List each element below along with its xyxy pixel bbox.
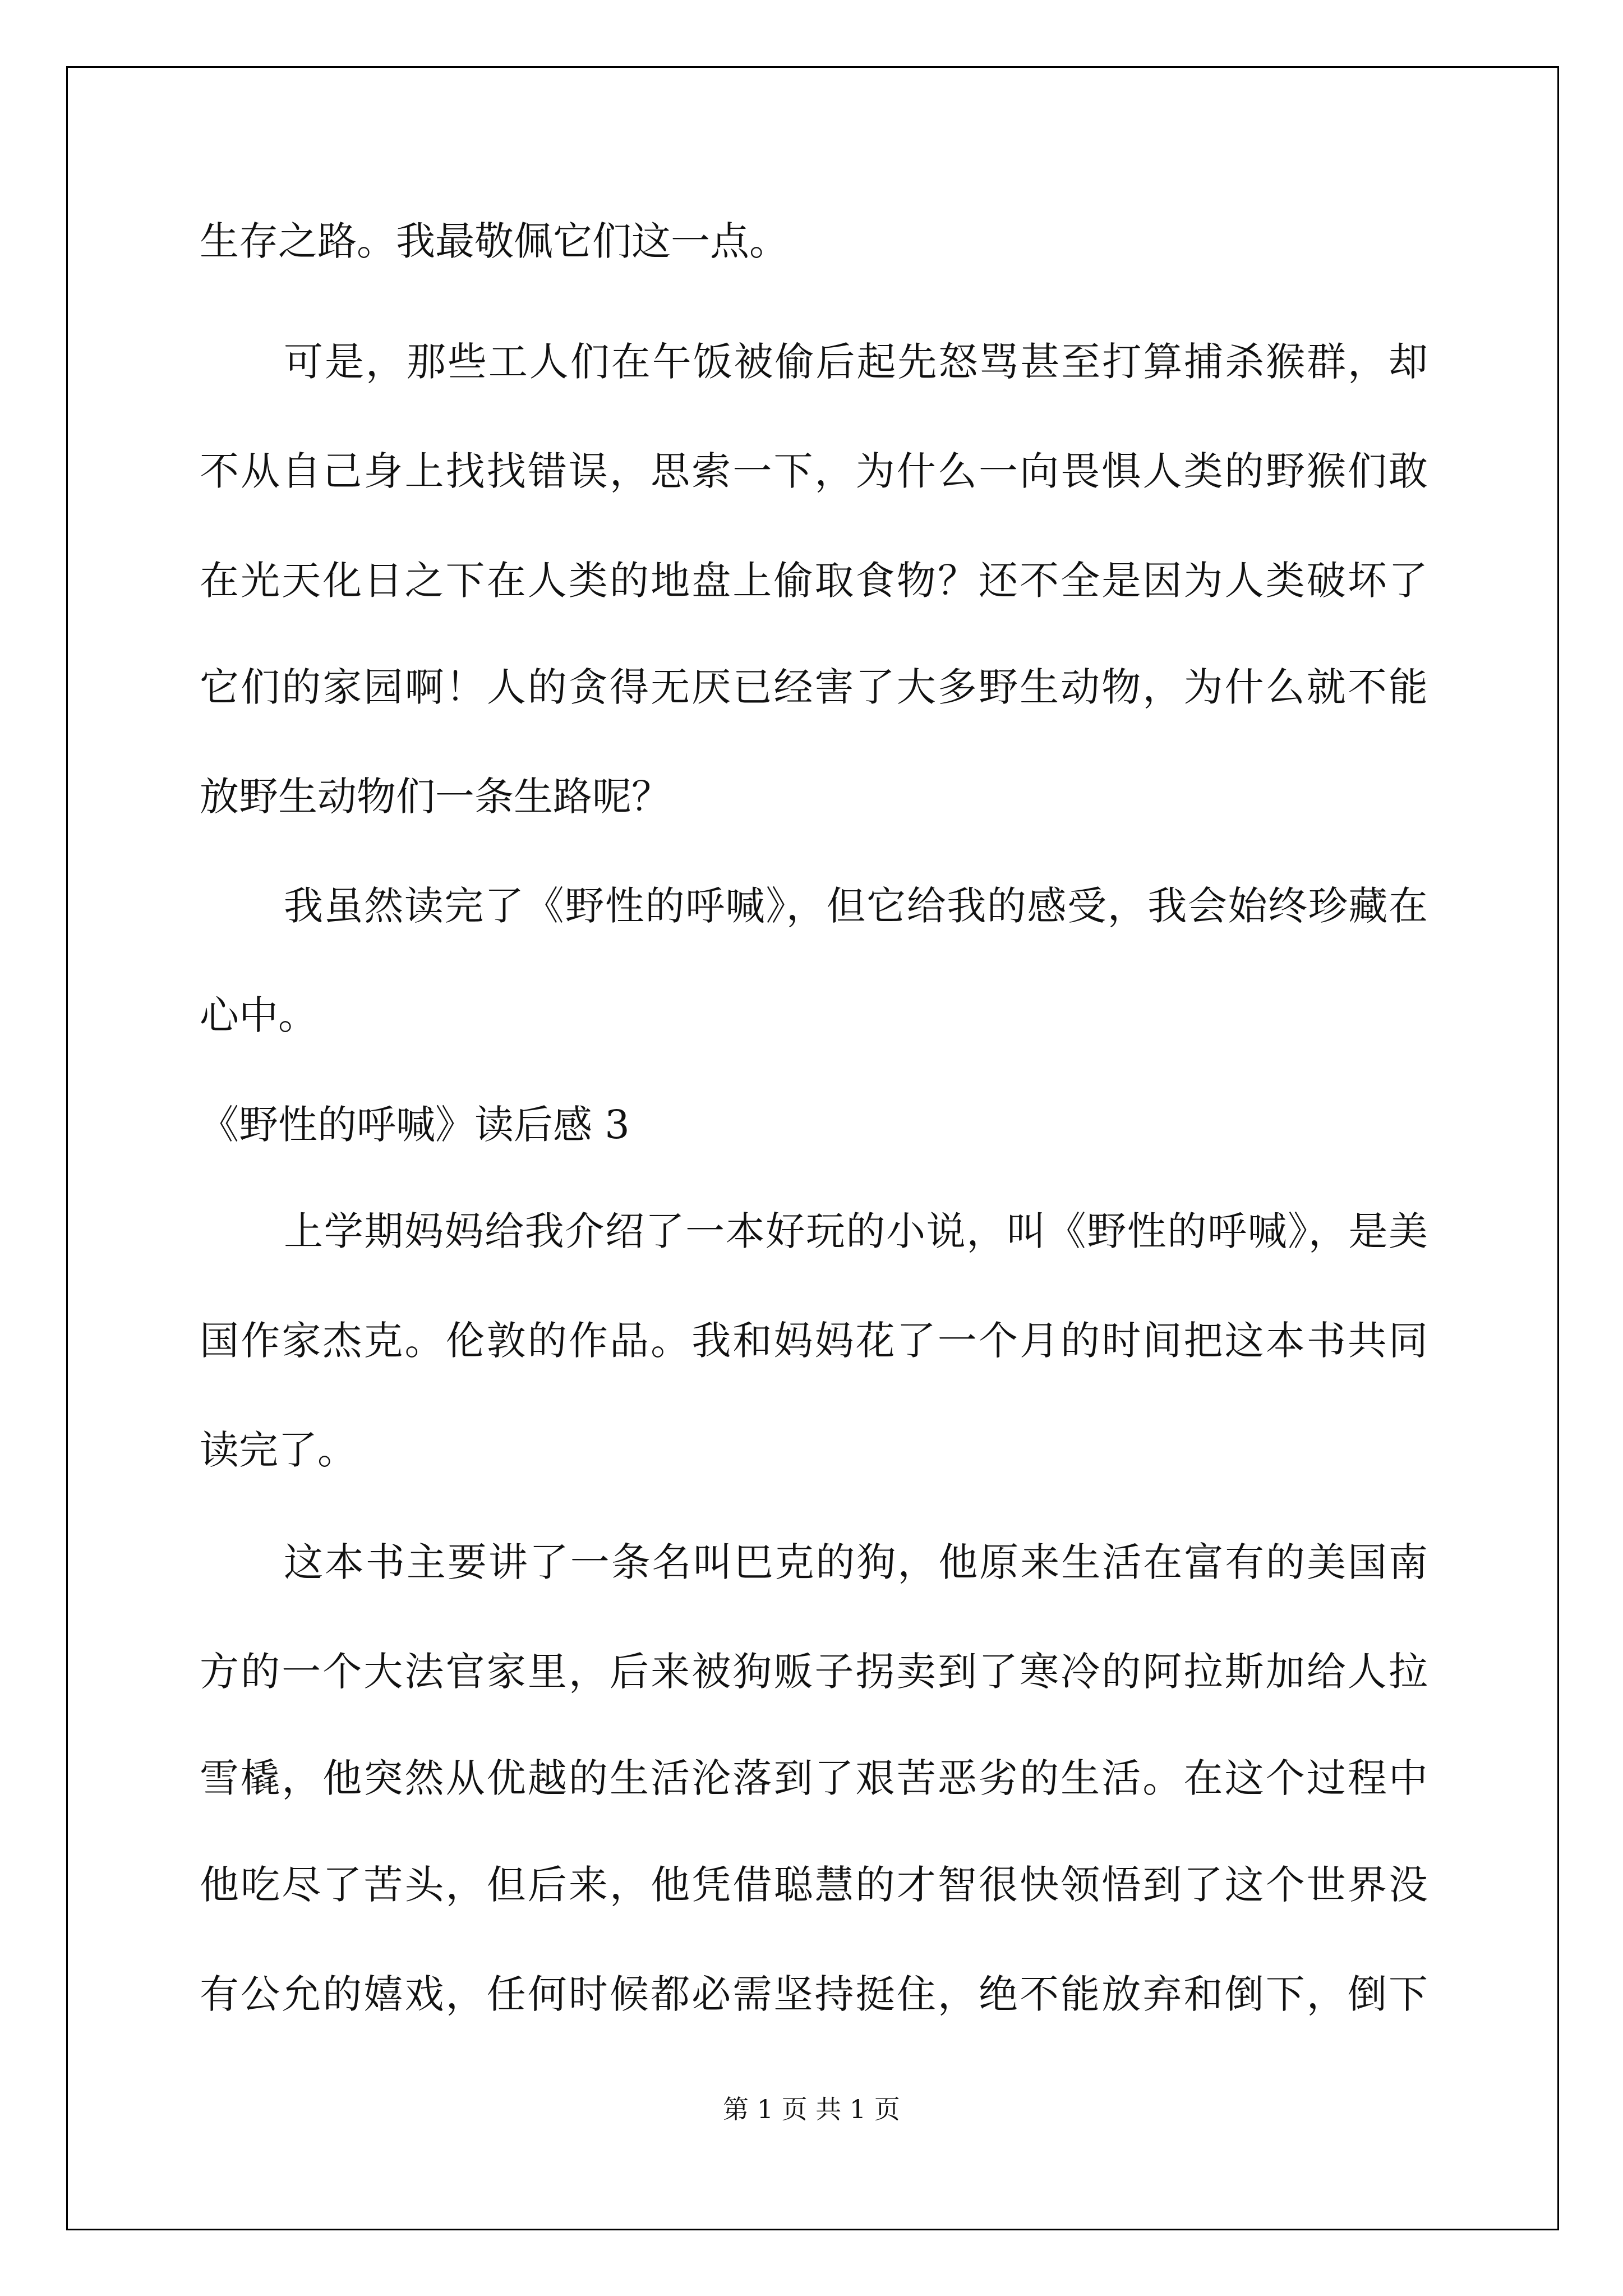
text-line: 它们的家园啊！人的贪得无厌已经害了大多野生动物，为什么就不能 (200, 664, 1428, 710)
text-line: 心中。 (200, 992, 317, 1038)
text-line: 他吃尽了苦头，但后来，他凭借聪慧的才智很快领悟到了这个世界没 (200, 1862, 1428, 1908)
text-line: 放野生动物们一条生路呢？ (200, 774, 671, 820)
text-line: 雪橇，他突然从优越的生活沦落到了艰苦恶劣的生活。在这个过程中 (200, 1755, 1428, 1801)
text-line: 可是，那些工人们在午饭被偷后起先怒骂甚至打算捕杀猴群，却 (284, 339, 1428, 385)
text-line: 生存之路。我最敬佩它们这一点。 (200, 218, 789, 264)
text-line: 不从自己身上找找错误，思索一下，为什么一向畏惧人类的野猴们敢 (200, 448, 1428, 494)
page-footer: 第 1 页 共 1 页 (723, 2094, 900, 2124)
text-line: 我虽然读完了《野性的呼喊》，但它给我的感受，我会始终珍藏在 (284, 883, 1428, 929)
text-line: 在光天化日之下在人类的地盘上偷取食物？还不全是因为人类破坏了 (200, 558, 1428, 604)
text-line: 读完了。 (200, 1427, 357, 1473)
section-heading: 《野性的呼喊》读后感 3 (200, 1102, 630, 1148)
text-line: 国作家杰克。伦敦的作品。我和妈妈花了一个月的时间把这本书共同 (200, 1318, 1428, 1364)
text-line: 上学期妈妈给我介绍了一本好玩的小说，叫《野性的呼喊》，是美 (284, 1208, 1428, 1254)
text-line: 这本书主要讲了一条名叫巴克的狗，他原来生活在富有的美国南 (284, 1539, 1428, 1585)
text-line: 有公允的嬉戏，任何时候都必需坚持挺住，绝不能放弃和倒下，倒下 (200, 1971, 1428, 2017)
text-line: 方的一个大法官家里，后来被狗贩子拐卖到了寒冷的阿拉斯加给人拉 (200, 1649, 1428, 1695)
